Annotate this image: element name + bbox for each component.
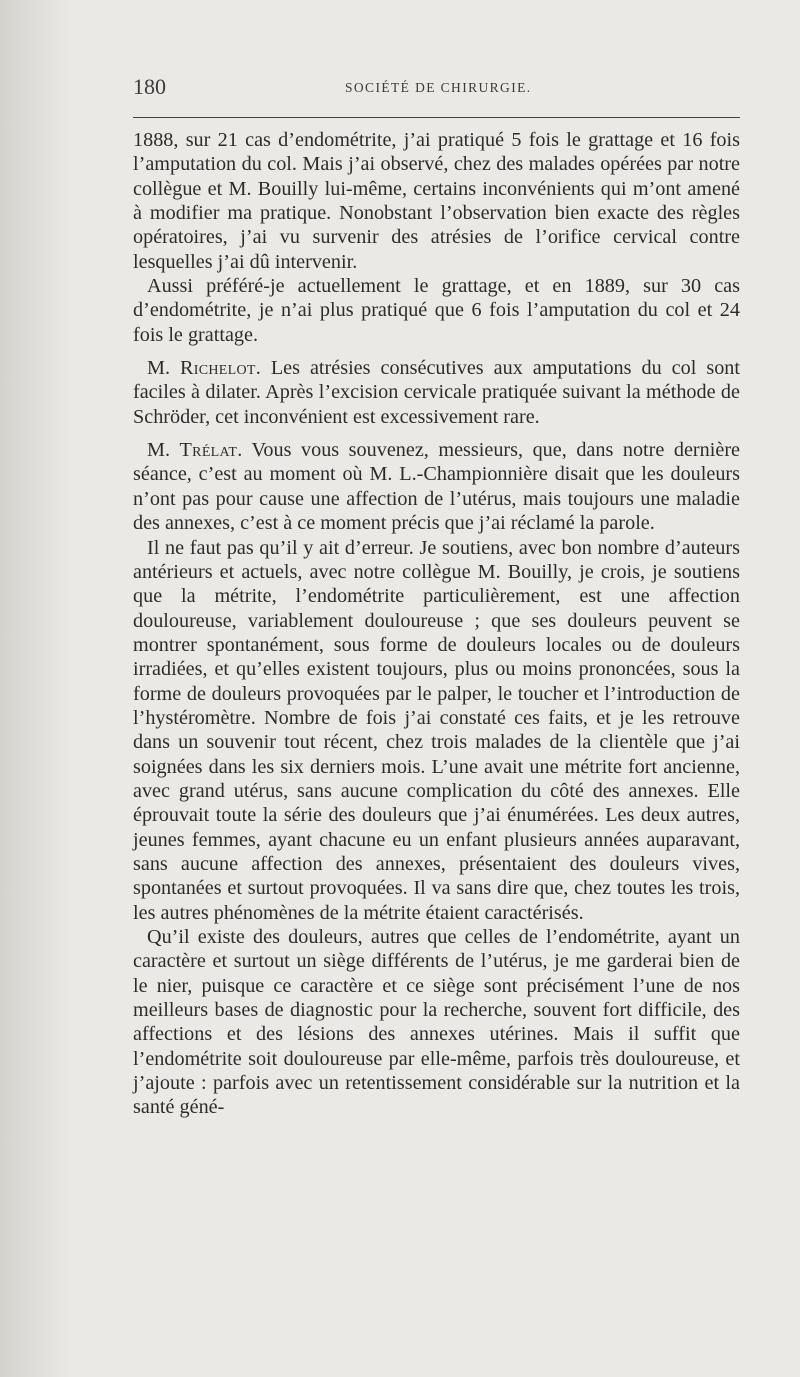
speaker-name: Trélat bbox=[179, 439, 238, 462]
page-number: 180 bbox=[133, 74, 166, 99]
speech-text: . Vous vous souvenez, messieurs, que, dans notre dernière séance, c’est au moment où M. L.-Championnière disait que les douleurs n’ont pas pour cause une affection de l’utérus, mais toujours une maladie des annexes, c’est à ce moment précis que j’ai réclamé la parole. bbox=[133, 439, 740, 535]
speaker-prefix: M. bbox=[147, 357, 181, 380]
paragraph-trelat bbox=[133, 438, 740, 535]
speaker-name: Richelot bbox=[180, 357, 256, 380]
body-text bbox=[133, 128, 740, 1120]
paragraph: Il ne faut pas qu’il y ait d’erreur. Je soutiens, avec bon nombre d’auteurs antérieurs et actuels, avec notre collègue M. Bouilly, je crois, je soutiens que la métrite, l’endométrite particulièrement, est une affection douloureuse, variablement douloureuse ; que ses douleurs peuvent se montrer spontanément, sous forme de douleurs locales ou de douleurs irradiées, et qu’elles existent toujours, plus ou moins prononcées, sous la forme de douleurs provoquées par le palper, le toucher et l’introduction de l’hystéromètre. Nombre de fois j’ai constaté ces faits, et je les retrouve dans un souvenir tout récent, chez trois malades de la clientèle que j’ai soignées dans les six derniers mois. L’une avait une métrite fort ancienne, avec grand utérus, sans aucune complication du côté des annexes. Elle éprouvait toute la série des douleurs que j’ai énumérées. Les deux autres, jeunes femmes, ayant chacune eu un enfant plusieurs années auparavant, sans aucune affection des annexes, présentaient des douleurs vives, spontanées et surtout provoquées. Il va sans dire que, chez toutes les trois, les autres phénomènes de la métrite étaient caractérisés. bbox=[133, 536, 740, 924]
paragraph: 1888, sur 21 cas d’endométrite, j’ai pratiqué 5 fois le grattage et 16 fois l’amputation du col. Mais j’ai observé, chez des malades opérées par notre collègue et M. Bouilly lui-même, certains inconvénients qui m’ont amené à modifier ma pratique. Nonobstant l’observation bien exacte des règles opératoires, j’ai vu survenir des atrésies de l’orifice cervical contre lesquelles j’ai dû intervenir. bbox=[133, 129, 740, 273]
header-rule bbox=[133, 117, 740, 118]
running-title: SOCIÉTÉ DE CHIRURGIE. bbox=[345, 80, 532, 95]
speech-text: . Les atrésies consécutives aux amputations du col sont faciles à dilater. Après l’excision cervicale pratiquée suivant la méthode de Schröder, cet inconvénient est excessivement rare. bbox=[133, 357, 740, 428]
speaker-prefix: M. bbox=[147, 439, 180, 462]
paragraph-richelot bbox=[133, 356, 740, 429]
page-header bbox=[133, 70, 740, 104]
paragraph: Aussi préféré-je actuellement le grattage, et en 1889, sur 30 cas d’endométrite, je n’ai plus pratiqué que 6 fois l’amputation du col et 24 fois le grattage. bbox=[133, 275, 740, 346]
paragraph: Qu’il existe des douleurs, autres que celles de l’endométrite, ayant un caractère et surtout un siège différents de l’utérus, je me garderai bien de le nier, puisque ce caractère et ce siège sont précisément l’une de nos meilleurs bases de diagnostic pour la recherche, souvent fort difficile, des affections et des lésions des annexes utérines. Mais il suffit que l’endométrite soit douloureuse par elle-même, parfois très douloureuse, et j’ajoute : parfois avec un retentissement considérable sur la nutrition et la santé géné- bbox=[133, 926, 740, 1119]
